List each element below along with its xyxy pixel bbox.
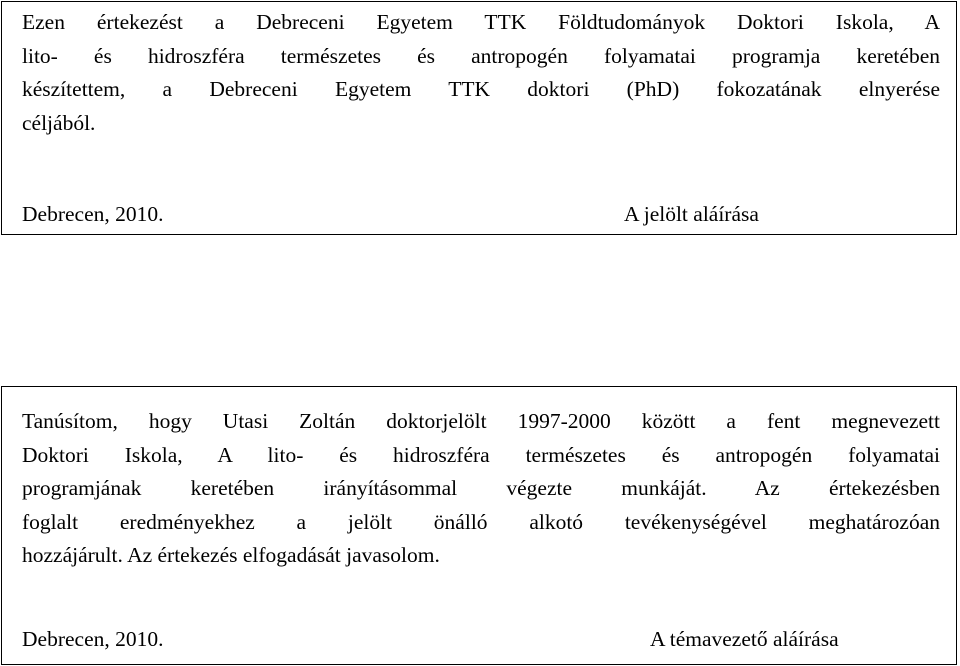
declaration-line: céljából.: [22, 110, 96, 135]
certification-line: programjának keretében irányításommal végezte munkáját. Az értekezésben: [22, 476, 940, 500]
certification-line: foglalt eredményekhez a jelölt önálló alkotó tevékenységével meghatározóan: [22, 509, 940, 534]
candidate-declaration-box: [1, 1, 957, 235]
supervisor-signature-label: A témavezető aláírása: [650, 627, 839, 651]
candidate-signature-label: A jelölt aláírása: [624, 202, 759, 226]
certification-paragraph: [22, 405, 940, 573]
supervisor-certification-box: [1, 386, 957, 665]
declaration-paragraph: [22, 6, 940, 140]
declaration-line: Ezen értekezést a Debreceni Egyetem TTK Földtudományok Doktori Iskola, A: [22, 10, 940, 34]
certification-line: Tanúsítom, hogy Utasi Zoltán doktorjelölt 1997-2000 között a fent megnevezett: [22, 409, 940, 433]
declaration-line: készítettem, a Debreceni Egyetem TTK doktori (PhD) fokozatának elnyerése: [22, 77, 940, 101]
declaration-place-date: Debrecen, 2010.: [22, 202, 164, 226]
declaration-line: lito- és hidroszféra természetes és antropogén folyamatai programja keretében: [22, 43, 940, 68]
certification-line: Doktori Iskola, A lito- és hidroszféra természetes és antropogén folyamatai: [22, 442, 940, 467]
certification-place-date: Debrecen, 2010.: [22, 627, 164, 651]
certification-line: hozzájárult. Az értekezés elfogadását javasolom.: [22, 543, 440, 567]
